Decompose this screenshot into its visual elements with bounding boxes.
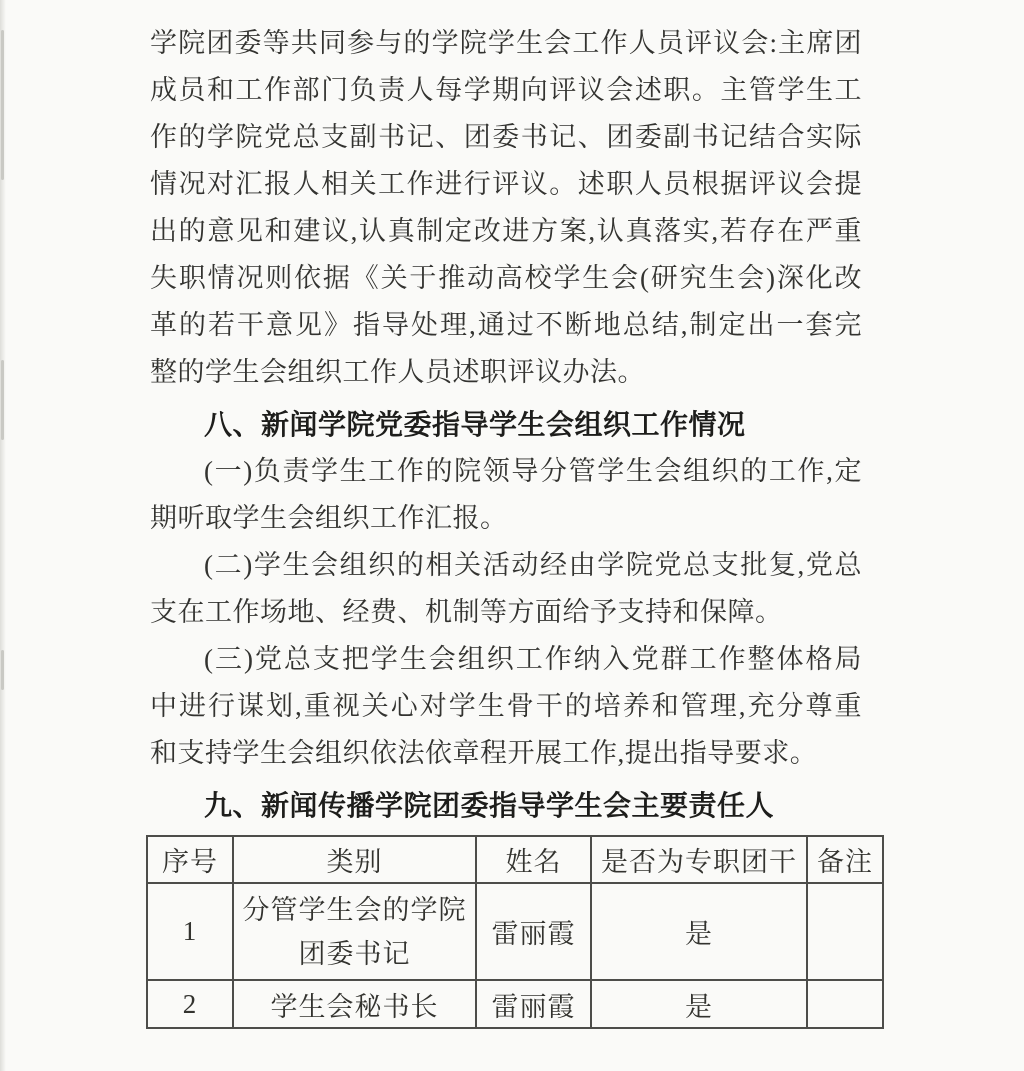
table-header-name: 姓名 xyxy=(476,836,591,883)
cell-category-text: 分管学生会的学院团委书记 xyxy=(242,894,467,969)
table-header-row xyxy=(147,836,883,883)
body-line-7: 革的若干意见》指导处理,通过不断地总结,制定出一套完 xyxy=(150,310,862,340)
table-header-note: 备注 xyxy=(807,836,883,883)
table-header-seq: 序号 xyxy=(147,836,233,883)
scan-edge-mark xyxy=(1,360,4,440)
body-line-1: 学院团委等共同参与的学院学生会工作人员评议会:主席团 xyxy=(150,28,862,58)
body-line-5: 出的意见和建议,认真制定改进方案,认真落实,若存在严重 xyxy=(150,216,862,246)
body-line-8: 整的学生会组织工作人员述职评议办法。 xyxy=(150,357,645,387)
item-1-line-2: 期听取学生会组织工作汇报。 xyxy=(150,503,508,533)
cell-name: 雷丽霞 xyxy=(476,883,591,980)
cell-fulltime: 是 xyxy=(591,883,807,980)
scan-edge-mark xyxy=(1,650,4,690)
cell-name: 雷丽霞 xyxy=(476,980,591,1028)
section-8-heading: 八、新闻学院党委指导学生会组织工作情况 xyxy=(204,409,746,440)
cell-fulltime: 是 xyxy=(591,980,807,1028)
body-line-3: 作的学院党总支副书记、团委书记、团委副书记结合实际 xyxy=(150,122,862,152)
item-3-line-2: 中进行谋划,重视关心对学生骨干的培养和管理,充分尊重 xyxy=(150,691,862,721)
cell-note xyxy=(807,883,883,980)
responsible-persons-table xyxy=(146,835,884,1029)
cell-note xyxy=(807,980,883,1028)
body-line-6: 失职情况则依据《关于推动高校学生会(研究生会)深化改 xyxy=(150,263,862,293)
table-row xyxy=(147,883,883,980)
cell-seq: 1 xyxy=(147,883,233,980)
cell-category xyxy=(233,883,476,980)
section-9-heading: 九、新闻传播学院团委指导学生会主要责任人 xyxy=(204,790,775,821)
item-2-line-2: 支在工作场地、经费、机制等方面给予支持和保障。 xyxy=(150,597,783,627)
cell-category: 学生会秘书长 xyxy=(233,980,476,1028)
body-line-2: 成员和工作部门负责人每学期向评议会述职。主管学生工 xyxy=(150,75,862,105)
table-header-fulltime: 是否为专职团干 xyxy=(591,836,807,883)
table-header-category: 类别 xyxy=(233,836,476,883)
item-3-line-3: 和支持学生会组织依法依章程开展工作,提出指导要求。 xyxy=(150,738,818,768)
item-3-line-1: (三)党总支把学生会组织工作纳入党群工作整体格局 xyxy=(204,644,862,674)
item-1-line-1: (一)负责学生工作的院领导分管学生会组织的工作,定 xyxy=(204,456,862,486)
table-row xyxy=(147,980,883,1028)
cell-seq: 2 xyxy=(147,980,233,1028)
item-2-line-1: (二)学生会组织的相关活动经由学院党总支批复,党总 xyxy=(204,550,862,580)
body-line-4: 情况对汇报人相关工作进行评议。述职人员根据评议会提 xyxy=(150,169,862,199)
scan-edge-mark xyxy=(1,30,4,180)
document-body xyxy=(150,20,873,1029)
